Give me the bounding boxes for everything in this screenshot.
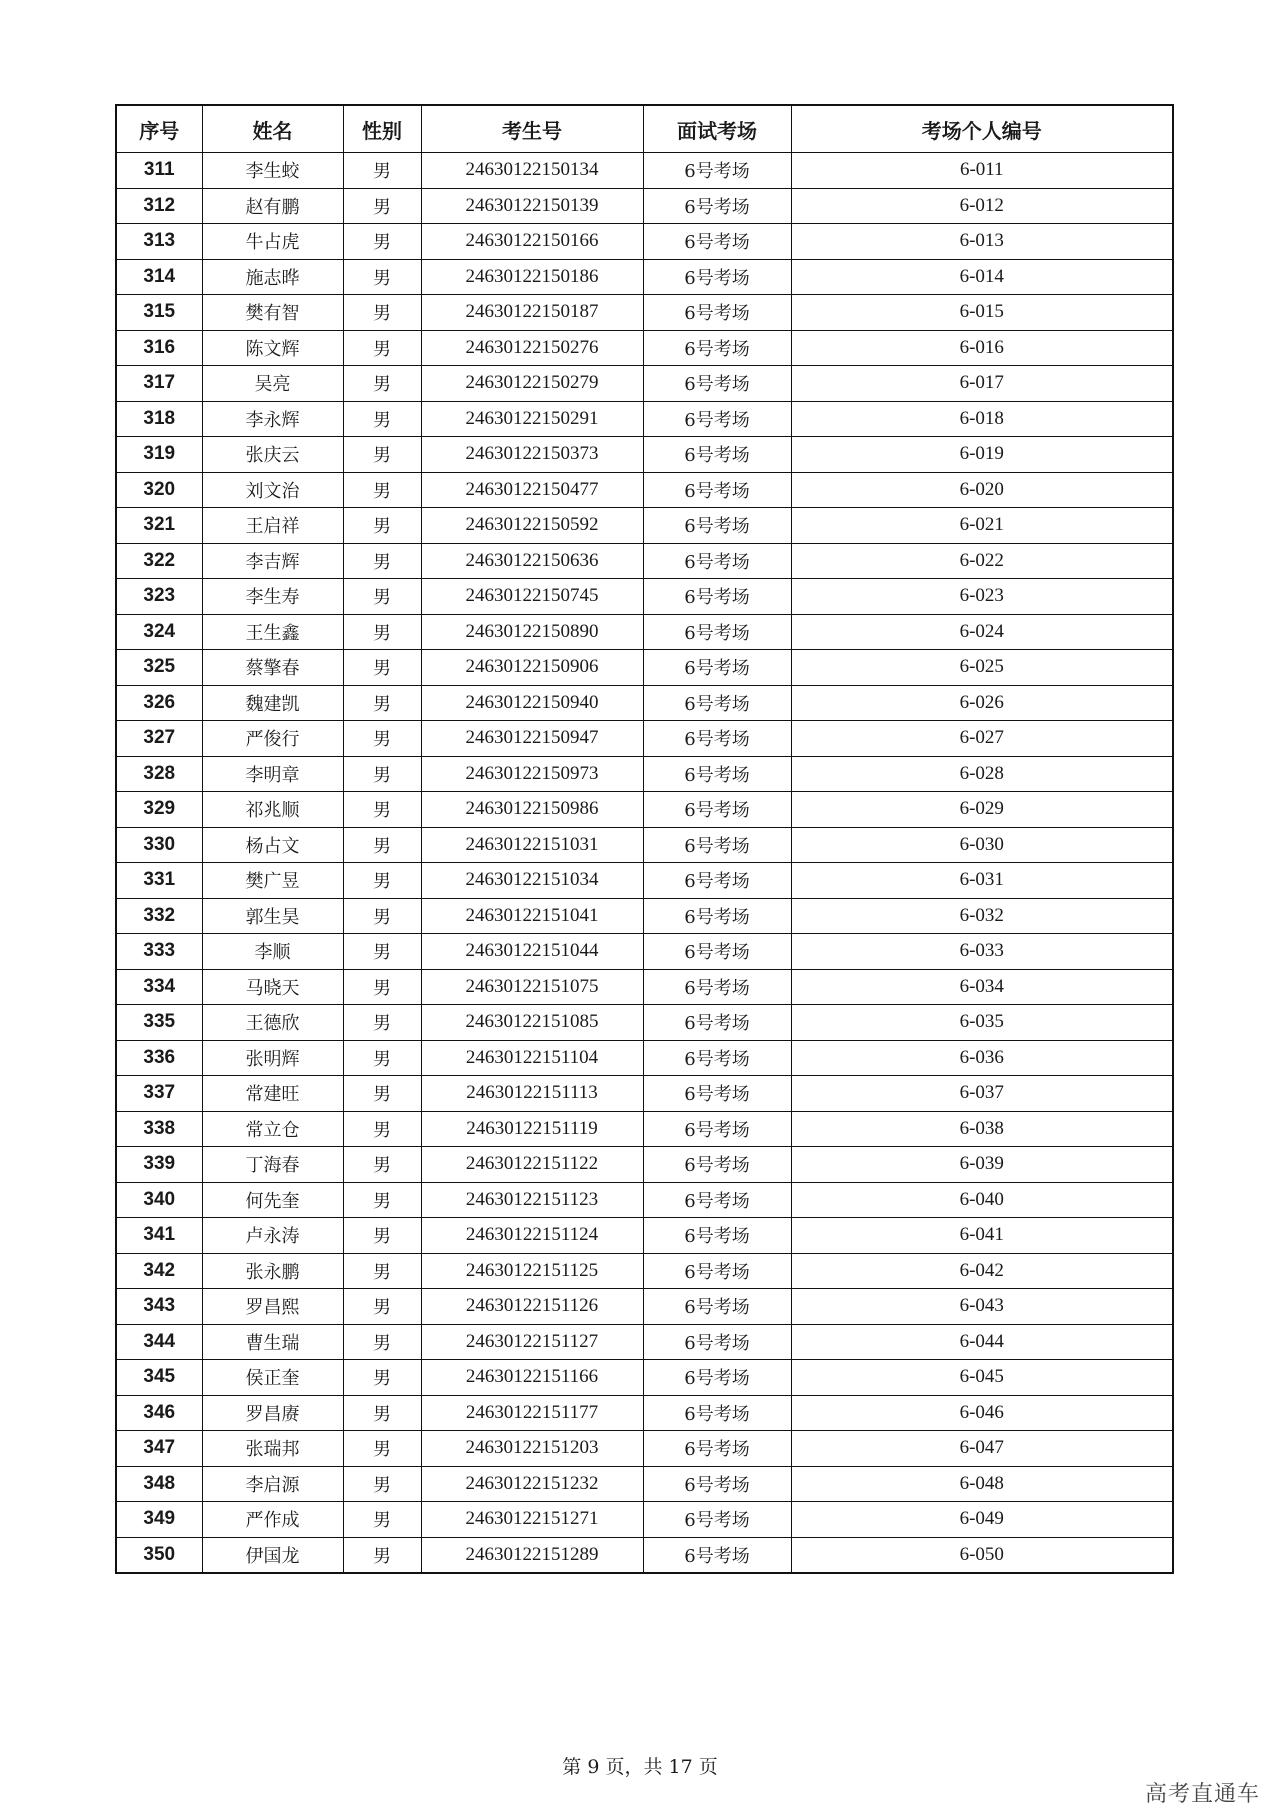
cell-personal-code: 6-037 — [791, 1076, 1173, 1112]
cell-name: 严作成 — [202, 1502, 343, 1538]
cell-exam-room: 6号考场 — [643, 1431, 791, 1467]
cell-candidate-id: 24630122150986 — [421, 792, 643, 828]
header-name: 姓名 — [202, 105, 343, 153]
table-row — [116, 934, 1173, 970]
cell-exam-room: 6号考场 — [643, 1147, 791, 1183]
cell-seq: 341 — [116, 1218, 202, 1254]
header-personal-code: 考场个人编号 — [791, 105, 1173, 153]
cell-name: 李启源 — [202, 1466, 343, 1502]
cell-gender: 男 — [343, 827, 421, 863]
cell-personal-code: 6-041 — [791, 1218, 1173, 1254]
table-row — [116, 437, 1173, 473]
cell-exam-room: 6号考场 — [643, 1111, 791, 1147]
table-row — [116, 685, 1173, 721]
cell-exam-room: 6号考场 — [643, 898, 791, 934]
cell-name: 张明辉 — [202, 1040, 343, 1076]
cell-exam-room: 6号考场 — [643, 614, 791, 650]
cell-personal-code: 6-028 — [791, 756, 1173, 792]
cell-seq: 339 — [116, 1147, 202, 1183]
cell-seq: 322 — [116, 543, 202, 579]
cell-exam-room: 6号考场 — [643, 1537, 791, 1573]
cell-seq: 315 — [116, 295, 202, 331]
cell-candidate-id: 24630122151203 — [421, 1431, 643, 1467]
cell-name: 王启祥 — [202, 508, 343, 544]
cell-gender: 男 — [343, 863, 421, 899]
table-row — [116, 1040, 1173, 1076]
table-row — [116, 259, 1173, 295]
cell-candidate-id: 24630122150477 — [421, 472, 643, 508]
cell-gender: 男 — [343, 1360, 421, 1396]
cell-gender: 男 — [343, 1111, 421, 1147]
cell-personal-code: 6-034 — [791, 969, 1173, 1005]
table-row — [116, 1005, 1173, 1041]
cell-exam-room: 6号考场 — [643, 1005, 791, 1041]
table-row — [116, 1502, 1173, 1538]
table-row — [116, 508, 1173, 544]
cell-gender: 男 — [343, 543, 421, 579]
cell-name: 陈文辉 — [202, 330, 343, 366]
cell-candidate-id: 24630122150592 — [421, 508, 643, 544]
cell-gender: 男 — [343, 579, 421, 615]
cell-name: 卢永涛 — [202, 1218, 343, 1254]
cell-personal-code: 6-024 — [791, 614, 1173, 650]
cell-seq: 317 — [116, 366, 202, 402]
cell-seq: 342 — [116, 1253, 202, 1289]
cell-personal-code: 6-029 — [791, 792, 1173, 828]
header-exam-room: 面试考场 — [643, 105, 791, 153]
cell-candidate-id: 24630122151034 — [421, 863, 643, 899]
cell-gender: 男 — [343, 1537, 421, 1573]
cell-personal-code: 6-020 — [791, 472, 1173, 508]
cell-exam-room: 6号考场 — [643, 1324, 791, 1360]
table-row — [116, 153, 1173, 189]
cell-candidate-id: 24630122150890 — [421, 614, 643, 650]
cell-gender: 男 — [343, 685, 421, 721]
cell-seq: 311 — [116, 153, 202, 189]
cell-exam-room: 6号考场 — [643, 756, 791, 792]
cell-gender: 男 — [343, 1182, 421, 1218]
table-row — [116, 224, 1173, 260]
cell-personal-code: 6-043 — [791, 1289, 1173, 1325]
cell-seq: 312 — [116, 188, 202, 224]
cell-candidate-id: 24630122151126 — [421, 1289, 643, 1325]
cell-name: 李顺 — [202, 934, 343, 970]
table-row — [116, 579, 1173, 615]
cell-seq: 314 — [116, 259, 202, 295]
cell-candidate-id: 24630122150636 — [421, 543, 643, 579]
cell-seq: 319 — [116, 437, 202, 473]
cell-gender: 男 — [343, 969, 421, 1005]
cell-seq: 335 — [116, 1005, 202, 1041]
table-row — [116, 614, 1173, 650]
table-row — [116, 1076, 1173, 1112]
cell-gender: 男 — [343, 792, 421, 828]
cell-name: 李生寿 — [202, 579, 343, 615]
cell-seq: 334 — [116, 969, 202, 1005]
cell-seq: 331 — [116, 863, 202, 899]
cell-personal-code: 6-045 — [791, 1360, 1173, 1396]
cell-candidate-id: 24630122150373 — [421, 437, 643, 473]
cell-seq: 318 — [116, 401, 202, 437]
cell-gender: 男 — [343, 1395, 421, 1431]
cell-exam-room: 6号考场 — [643, 1076, 791, 1112]
cell-name: 罗昌赓 — [202, 1395, 343, 1431]
cell-name: 李明章 — [202, 756, 343, 792]
cell-gender: 男 — [343, 898, 421, 934]
cell-name: 丁海春 — [202, 1147, 343, 1183]
cell-candidate-id: 24630122151031 — [421, 827, 643, 863]
cell-candidate-id: 24630122151122 — [421, 1147, 643, 1183]
cell-name: 常建旺 — [202, 1076, 343, 1112]
cell-candidate-id: 24630122151041 — [421, 898, 643, 934]
cell-seq: 332 — [116, 898, 202, 934]
cell-exam-room: 6号考场 — [643, 650, 791, 686]
cell-exam-room: 6号考场 — [643, 1360, 791, 1396]
cell-seq: 345 — [116, 1360, 202, 1396]
cell-personal-code: 6-035 — [791, 1005, 1173, 1041]
cell-exam-room: 6号考场 — [643, 330, 791, 366]
cell-personal-code: 6-039 — [791, 1147, 1173, 1183]
cell-candidate-id: 24630122151127 — [421, 1324, 643, 1360]
cell-candidate-id: 24630122151271 — [421, 1502, 643, 1538]
table-row — [116, 1431, 1173, 1467]
table-row — [116, 1147, 1173, 1183]
page-indicator: 第 9 页，共 17 页 — [562, 1756, 718, 1778]
table-row — [116, 969, 1173, 1005]
cell-candidate-id: 24630122151166 — [421, 1360, 643, 1396]
table-row — [116, 1537, 1173, 1573]
cell-exam-room: 6号考场 — [643, 685, 791, 721]
cell-personal-code: 6-040 — [791, 1182, 1173, 1218]
cell-candidate-id: 24630122151075 — [421, 969, 643, 1005]
cell-exam-room: 6号考场 — [643, 295, 791, 331]
cell-gender: 男 — [343, 1076, 421, 1112]
cell-name: 何先奎 — [202, 1182, 343, 1218]
header-candidate-id: 考生号 — [421, 105, 643, 153]
cell-exam-room: 6号考场 — [643, 863, 791, 899]
cell-gender: 男 — [343, 1289, 421, 1325]
cell-candidate-id: 24630122151044 — [421, 934, 643, 970]
cell-personal-code: 6-032 — [791, 898, 1173, 934]
table-row — [116, 1466, 1173, 1502]
cell-name: 李吉辉 — [202, 543, 343, 579]
cell-name: 蔡擎春 — [202, 650, 343, 686]
table-row — [116, 330, 1173, 366]
cell-seq: 340 — [116, 1182, 202, 1218]
cell-candidate-id: 24630122151232 — [421, 1466, 643, 1502]
cell-seq: 320 — [116, 472, 202, 508]
cell-exam-room: 6号考场 — [643, 1289, 791, 1325]
cell-candidate-id: 24630122150940 — [421, 685, 643, 721]
cell-exam-room: 6号考场 — [643, 1040, 791, 1076]
cell-personal-code: 6-016 — [791, 330, 1173, 366]
cell-candidate-id: 24630122150134 — [421, 153, 643, 189]
cell-personal-code: 6-023 — [791, 579, 1173, 615]
cell-candidate-id: 24630122151085 — [421, 1005, 643, 1041]
cell-name: 赵有鹏 — [202, 188, 343, 224]
cell-personal-code: 6-019 — [791, 437, 1173, 473]
cell-name: 罗昌熙 — [202, 1289, 343, 1325]
cell-gender: 男 — [343, 295, 421, 331]
table-row — [116, 650, 1173, 686]
table-row — [116, 1324, 1173, 1360]
cell-seq: 346 — [116, 1395, 202, 1431]
cell-candidate-id: 24630122150947 — [421, 721, 643, 757]
cell-exam-room: 6号考场 — [643, 472, 791, 508]
table-row — [116, 898, 1173, 934]
cell-name: 李永辉 — [202, 401, 343, 437]
cell-name: 牛占虎 — [202, 224, 343, 260]
cell-name: 王生鑫 — [202, 614, 343, 650]
table-row — [116, 1218, 1173, 1254]
header-gender: 性别 — [343, 105, 421, 153]
cell-name: 樊广昱 — [202, 863, 343, 899]
cell-gender: 男 — [343, 224, 421, 260]
cell-gender: 男 — [343, 437, 421, 473]
cell-exam-room: 6号考场 — [643, 1218, 791, 1254]
table-row — [116, 401, 1173, 437]
cell-exam-room: 6号考场 — [643, 827, 791, 863]
cell-gender: 男 — [343, 1431, 421, 1467]
cell-seq: 328 — [116, 756, 202, 792]
cell-personal-code: 6-027 — [791, 721, 1173, 757]
cell-exam-room: 6号考场 — [643, 437, 791, 473]
cell-personal-code: 6-022 — [791, 543, 1173, 579]
cell-seq: 333 — [116, 934, 202, 970]
candidate-table — [115, 104, 1174, 1574]
table-body — [116, 153, 1173, 1574]
table-row — [116, 1360, 1173, 1396]
cell-name: 张永鹏 — [202, 1253, 343, 1289]
cell-candidate-id: 24630122151113 — [421, 1076, 643, 1112]
cell-gender: 男 — [343, 1324, 421, 1360]
table-row — [116, 1182, 1173, 1218]
cell-gender: 男 — [343, 1502, 421, 1538]
cell-personal-code: 6-017 — [791, 366, 1173, 402]
cell-exam-room: 6号考场 — [643, 721, 791, 757]
cell-candidate-id: 24630122151123 — [421, 1182, 643, 1218]
cell-seq: 323 — [116, 579, 202, 615]
table-row — [116, 295, 1173, 331]
cell-name: 魏建凯 — [202, 685, 343, 721]
cell-name: 祁兆顺 — [202, 792, 343, 828]
cell-personal-code: 6-030 — [791, 827, 1173, 863]
table-row — [116, 1289, 1173, 1325]
cell-seq: 329 — [116, 792, 202, 828]
cell-exam-room: 6号考场 — [643, 401, 791, 437]
cell-personal-code: 6-036 — [791, 1040, 1173, 1076]
cell-personal-code: 6-012 — [791, 188, 1173, 224]
cell-seq: 343 — [116, 1289, 202, 1325]
cell-candidate-id: 24630122150906 — [421, 650, 643, 686]
cell-candidate-id: 24630122151125 — [421, 1253, 643, 1289]
cell-candidate-id: 24630122151177 — [421, 1395, 643, 1431]
cell-name: 伊国龙 — [202, 1537, 343, 1573]
cell-exam-room: 6号考场 — [643, 969, 791, 1005]
cell-gender: 男 — [343, 650, 421, 686]
cell-gender: 男 — [343, 366, 421, 402]
cell-name: 常立仓 — [202, 1111, 343, 1147]
cell-exam-room: 6号考场 — [643, 508, 791, 544]
table-row — [116, 1395, 1173, 1431]
cell-personal-code: 6-018 — [791, 401, 1173, 437]
cell-gender: 男 — [343, 188, 421, 224]
cell-candidate-id: 24630122150745 — [421, 579, 643, 615]
cell-personal-code: 6-033 — [791, 934, 1173, 970]
table-row — [116, 1111, 1173, 1147]
table-header — [116, 105, 1173, 153]
cell-name: 吴亮 — [202, 366, 343, 402]
cell-name: 侯正奎 — [202, 1360, 343, 1396]
cell-seq: 337 — [116, 1076, 202, 1112]
cell-name: 李生蛟 — [202, 153, 343, 189]
cell-candidate-id: 24630122150279 — [421, 366, 643, 402]
cell-exam-room: 6号考场 — [643, 153, 791, 189]
cell-exam-room: 6号考场 — [643, 792, 791, 828]
cell-personal-code: 6-050 — [791, 1537, 1173, 1573]
cell-exam-room: 6号考场 — [643, 188, 791, 224]
cell-seq: 326 — [116, 685, 202, 721]
cell-gender: 男 — [343, 721, 421, 757]
header-row — [116, 105, 1173, 153]
cell-candidate-id: 24630122150186 — [421, 259, 643, 295]
cell-name: 张瑞邦 — [202, 1431, 343, 1467]
cell-personal-code: 6-011 — [791, 153, 1173, 189]
cell-gender: 男 — [343, 1147, 421, 1183]
cell-candidate-id: 24630122151124 — [421, 1218, 643, 1254]
cell-personal-code: 6-015 — [791, 295, 1173, 331]
cell-exam-room: 6号考场 — [643, 366, 791, 402]
cell-exam-room: 6号考场 — [643, 1253, 791, 1289]
cell-gender: 男 — [343, 472, 421, 508]
cell-candidate-id: 24630122151289 — [421, 1537, 643, 1573]
cell-seq: 316 — [116, 330, 202, 366]
cell-personal-code: 6-014 — [791, 259, 1173, 295]
cell-personal-code: 6-042 — [791, 1253, 1173, 1289]
cell-gender: 男 — [343, 508, 421, 544]
cell-candidate-id: 24630122150139 — [421, 188, 643, 224]
cell-exam-room: 6号考场 — [643, 1466, 791, 1502]
cell-seq: 336 — [116, 1040, 202, 1076]
cell-seq: 325 — [116, 650, 202, 686]
cell-seq: 349 — [116, 1502, 202, 1538]
cell-gender: 男 — [343, 1218, 421, 1254]
cell-seq: 350 — [116, 1537, 202, 1573]
table-row — [116, 366, 1173, 402]
cell-name: 樊有智 — [202, 295, 343, 331]
cell-candidate-id: 24630122150276 — [421, 330, 643, 366]
table-row — [116, 721, 1173, 757]
cell-exam-room: 6号考场 — [643, 224, 791, 260]
cell-exam-room: 6号考场 — [643, 259, 791, 295]
cell-gender: 男 — [343, 259, 421, 295]
cell-name: 张庆云 — [202, 437, 343, 473]
cell-personal-code: 6-049 — [791, 1502, 1173, 1538]
table-row — [116, 543, 1173, 579]
cell-gender: 男 — [343, 330, 421, 366]
cell-seq: 344 — [116, 1324, 202, 1360]
cell-seq: 327 — [116, 721, 202, 757]
cell-seq: 338 — [116, 1111, 202, 1147]
watermark: 高考直通车 — [1144, 1782, 1260, 1807]
cell-name: 王德欣 — [202, 1005, 343, 1041]
cell-candidate-id: 24630122151119 — [421, 1111, 643, 1147]
table-row — [116, 792, 1173, 828]
cell-candidate-id: 24630122150973 — [421, 756, 643, 792]
cell-candidate-id: 24630122150187 — [421, 295, 643, 331]
cell-gender: 男 — [343, 1466, 421, 1502]
cell-seq: 321 — [116, 508, 202, 544]
cell-gender: 男 — [343, 1005, 421, 1041]
header-seq: 序号 — [116, 105, 202, 153]
table-row — [116, 472, 1173, 508]
cell-gender: 男 — [343, 401, 421, 437]
table-row — [116, 1253, 1173, 1289]
cell-seq: 347 — [116, 1431, 202, 1467]
cell-personal-code: 6-026 — [791, 685, 1173, 721]
cell-seq: 313 — [116, 224, 202, 260]
cell-personal-code: 6-021 — [791, 508, 1173, 544]
cell-seq: 348 — [116, 1466, 202, 1502]
table-row — [116, 756, 1173, 792]
cell-personal-code: 6-038 — [791, 1111, 1173, 1147]
cell-candidate-id: 24630122151104 — [421, 1040, 643, 1076]
cell-name: 马晓天 — [202, 969, 343, 1005]
cell-exam-room: 6号考场 — [643, 1182, 791, 1218]
cell-personal-code: 6-013 — [791, 224, 1173, 260]
cell-gender: 男 — [343, 614, 421, 650]
cell-personal-code: 6-048 — [791, 1466, 1173, 1502]
cell-name: 刘文治 — [202, 472, 343, 508]
cell-gender: 男 — [343, 934, 421, 970]
cell-gender: 男 — [343, 756, 421, 792]
cell-gender: 男 — [343, 153, 421, 189]
cell-name: 曹生瑞 — [202, 1324, 343, 1360]
cell-candidate-id: 24630122150291 — [421, 401, 643, 437]
cell-exam-room: 6号考场 — [643, 1502, 791, 1538]
cell-name: 杨占文 — [202, 827, 343, 863]
cell-gender: 男 — [343, 1253, 421, 1289]
cell-personal-code: 6-046 — [791, 1395, 1173, 1431]
cell-exam-room: 6号考场 — [643, 579, 791, 615]
table-row — [116, 827, 1173, 863]
cell-personal-code: 6-044 — [791, 1324, 1173, 1360]
cell-exam-room: 6号考场 — [643, 1395, 791, 1431]
cell-personal-code: 6-025 — [791, 650, 1173, 686]
table-row — [116, 863, 1173, 899]
cell-seq: 330 — [116, 827, 202, 863]
cell-name: 严俊行 — [202, 721, 343, 757]
cell-candidate-id: 24630122150166 — [421, 224, 643, 260]
cell-gender: 男 — [343, 1040, 421, 1076]
cell-exam-room: 6号考场 — [643, 934, 791, 970]
table-row — [116, 188, 1173, 224]
cell-seq: 324 — [116, 614, 202, 650]
cell-name: 郭生昊 — [202, 898, 343, 934]
cell-exam-room: 6号考场 — [643, 543, 791, 579]
cell-personal-code: 6-047 — [791, 1431, 1173, 1467]
cell-name: 施志晔 — [202, 259, 343, 295]
cell-personal-code: 6-031 — [791, 863, 1173, 899]
